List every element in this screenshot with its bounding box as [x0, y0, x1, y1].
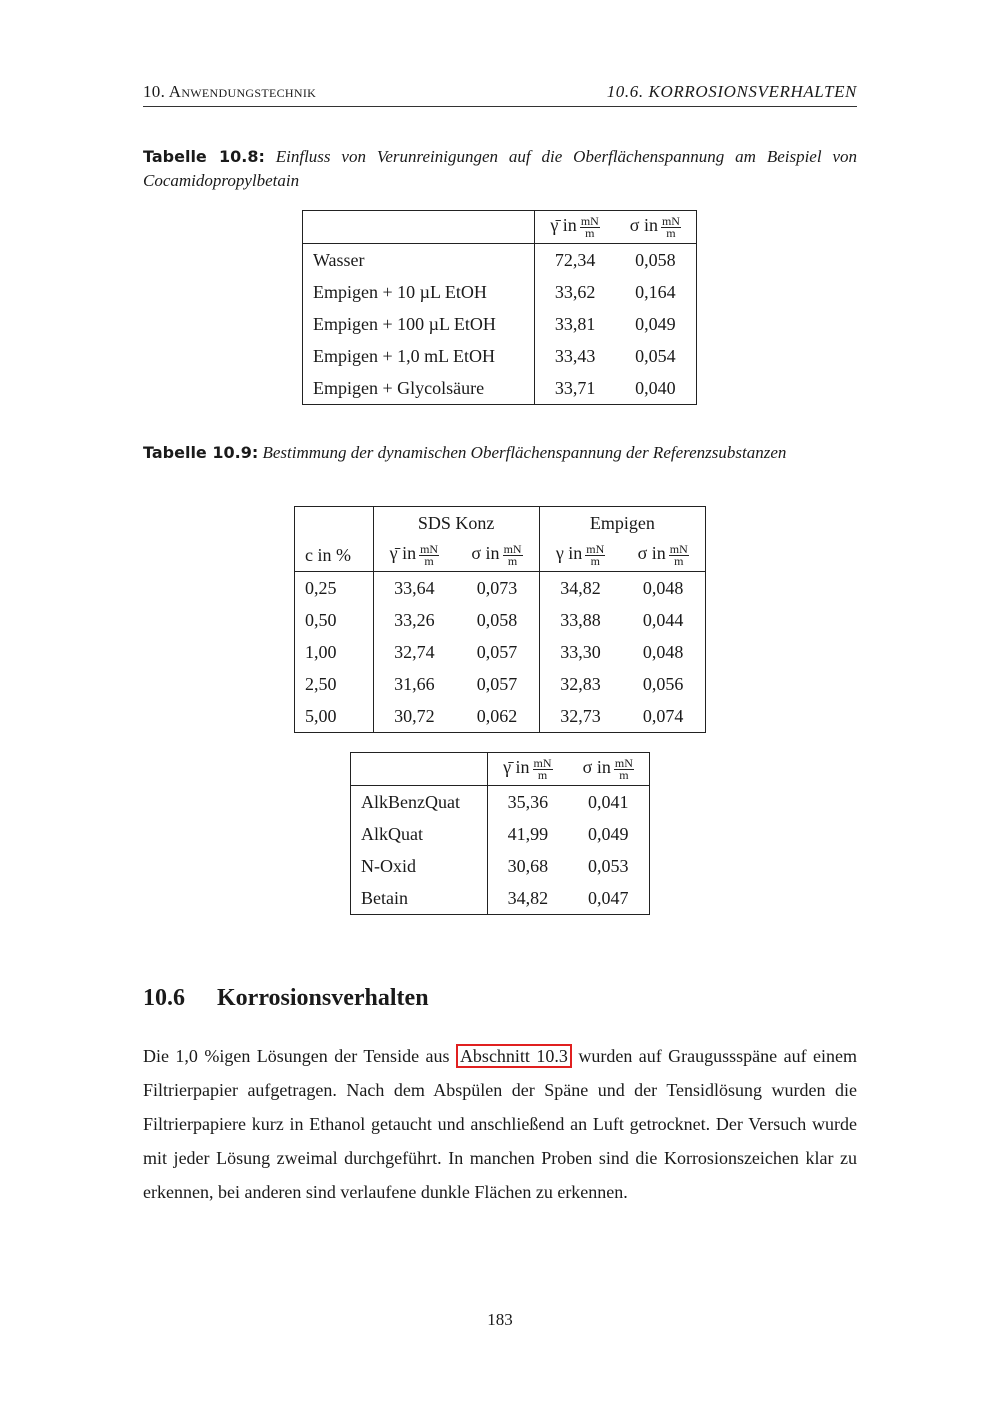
empigen-sigma-value: 0,074 [621, 700, 705, 733]
paragraph-text-start: Die 1,0 %igen Lösungen der Tenside aus [143, 1046, 456, 1066]
empigen-gamma-value: 33,88 [560, 609, 601, 630]
page-number: 183 [487, 1310, 513, 1329]
table1-header-sigma [615, 211, 697, 244]
table1-gamma-symbol: γ̄ in [550, 215, 577, 236]
table2-header-sigma2 [621, 539, 705, 572]
unit-den: m [507, 553, 518, 568]
sigma-symbol: σ in [582, 757, 611, 778]
gamma-value: 33,43 [554, 345, 596, 366]
empigen-gamma-value: 32,73 [539, 700, 621, 733]
empigen-sigma-value: 0,056 [621, 668, 705, 700]
header-section: 10.6. KORROSIONSVERHALTEN [606, 82, 857, 101]
unit-fraction [585, 541, 605, 568]
sigma-value: 0,049 [615, 308, 697, 340]
gamma-symbol: γ̄ in [503, 757, 530, 778]
section-number: 10.6 [143, 985, 185, 1011]
gamma-value: 33,71 [535, 372, 615, 405]
gamma-symbol: γ̄ in [389, 543, 417, 564]
table-row [351, 850, 650, 882]
unit-fraction [533, 755, 553, 782]
unit-num: mN [614, 755, 633, 770]
gamma-value: 30,68 [507, 855, 549, 876]
section-heading [143, 985, 429, 1012]
unit-num: mN [503, 541, 522, 556]
table2-group-empty [295, 507, 374, 540]
sds-sigma-value: 0,062 [455, 700, 539, 733]
table-row [303, 340, 697, 372]
gamma-value: 33,81 [554, 313, 596, 334]
unit-den: m [674, 553, 684, 568]
gamma-value: 72,34 [554, 249, 596, 270]
sigma-value: 0,040 [615, 372, 697, 405]
section-title: Korrosionsverhalten [217, 985, 429, 1011]
empigen-gamma-value: 34,82 [560, 577, 601, 598]
table2-group-empigen: Empigen [539, 507, 705, 540]
table1 [302, 210, 697, 405]
unit-den: m [590, 553, 600, 568]
unit-den: m [424, 553, 434, 568]
empigen-gamma-value: 33,30 [560, 641, 601, 662]
row-label: Empigen + 1,0 mL EtOH [303, 340, 535, 372]
unit-num: mN [420, 541, 439, 556]
table2 [294, 506, 706, 733]
row-label: Betain [351, 882, 488, 915]
table3 [350, 752, 650, 915]
row-label: Empigen + Glycolsäure [303, 372, 535, 405]
table1-caption-text: Einfluss von Verunreinigungen auf die Oberflächenspannung am Beispiel von Cocamidopropylbetain [143, 147, 858, 190]
table2-caption-label: Tabelle 10.9: [143, 443, 259, 462]
table-row [303, 244, 697, 277]
table2-caption [143, 441, 857, 465]
table1-caption [143, 145, 857, 193]
unit-fraction [614, 755, 634, 782]
table1-header-empty [303, 211, 535, 244]
table2-header-c: c in % [295, 539, 374, 572]
unit-fraction [661, 213, 681, 240]
row-label: N-Oxid [351, 850, 488, 882]
gamma-value: 41,99 [507, 823, 549, 844]
table2-group-sds: SDS Konz [373, 507, 539, 540]
row-label: AlkQuat [351, 818, 488, 850]
sds-gamma-value: 32,74 [394, 641, 435, 662]
table-row [351, 882, 650, 915]
unit-num: mN [533, 755, 552, 770]
gamma-value: 33,62 [554, 281, 596, 302]
table-row [303, 276, 697, 308]
table-row [295, 636, 706, 668]
table-row [351, 818, 650, 850]
empigen-sigma-value: 0,044 [621, 604, 705, 636]
gamma-value: 35,36 [507, 791, 549, 812]
section-reference-link[interactable]: Abschnitt 10.3 [456, 1044, 572, 1068]
table2-caption-text: Bestimmung der dynamischen Oberflächenspannung der Referenzsubstanzen [262, 443, 787, 462]
sds-gamma-value: 33,26 [394, 609, 435, 630]
sds-gamma-value: 30,72 [373, 700, 455, 733]
table1-caption-label: Tabelle 10.8: [143, 147, 265, 166]
table2-header-gamma2 [539, 539, 621, 572]
sds-sigma-value: 0,057 [455, 668, 539, 700]
empigen-gamma-value: 32,83 [560, 673, 601, 694]
empigen-sigma-value: 0,048 [621, 636, 705, 668]
unit-fraction [419, 541, 439, 568]
table3-header-gamma [488, 753, 568, 786]
sigma-value: 0,164 [615, 276, 697, 308]
table-row [295, 572, 706, 605]
table-row [295, 668, 706, 700]
running-header [143, 82, 857, 107]
sds-sigma-value: 0,057 [455, 636, 539, 668]
row-label: Empigen + 100 µL EtOH [303, 308, 535, 340]
row-label: Wasser [303, 244, 535, 277]
sigma-value: 0,047 [568, 882, 650, 915]
concentration-value: 2,50 [295, 668, 374, 700]
sigma-value: 0,041 [568, 786, 650, 819]
concentration-value: 0,25 [295, 572, 374, 605]
row-label: Empigen + 10 µL EtOH [303, 276, 535, 308]
row-label: AlkBenzQuat [351, 786, 488, 819]
unit-fraction [580, 213, 600, 240]
unit-num: mN [669, 541, 688, 556]
gamma-symbol: γ in [555, 543, 583, 564]
table2-header-gamma1 [373, 539, 455, 572]
unit-den: m [619, 767, 629, 782]
table2-header-sigma1 [455, 539, 539, 572]
sds-gamma-value: 33,64 [394, 577, 435, 598]
unit-den: m [585, 225, 595, 240]
sds-gamma-value: 31,66 [394, 673, 435, 694]
table1-sigma-symbol: σ in [629, 215, 658, 236]
sds-sigma-value: 0,073 [455, 572, 539, 605]
table3-header-empty [351, 753, 488, 786]
unit-den: m [537, 767, 548, 782]
sigma-symbol: σ in [637, 543, 666, 564]
table1-header-gamma [535, 211, 615, 244]
unit-num: mN [580, 213, 599, 228]
header-chapter: 10. Anwendungstechnik [143, 82, 317, 101]
paragraph-text-end: wurden auf Graugussspäne auf einem Filtrierpapier aufgetragen. Nach dem Abspülen der Späne und der Tensidlösung wurden die Filtrierpapiere kurz in Ethanol getaucht und anschließend an Luft getrocknet. Der Versuch wurde mit jeder Lösung zweimal durchgeführt. In manchen Proben sind die Korrosionszeichen klar zu erkennen, bei anderen sind verlaufene dunkle Flächen zu erkennen. [143, 1046, 858, 1202]
sigma-value: 0,049 [568, 818, 650, 850]
sigma-value: 0,054 [615, 340, 697, 372]
body-paragraph [143, 1039, 857, 1209]
table-row [351, 786, 650, 819]
table-row [295, 700, 706, 733]
sigma-value: 0,058 [615, 244, 697, 277]
sigma-symbol: σ in [471, 543, 500, 564]
concentration-value: 5,00 [295, 700, 374, 733]
unit-num: mN [661, 213, 680, 228]
unit-fraction [669, 541, 689, 568]
sds-sigma-value: 0,058 [455, 604, 539, 636]
table-row [303, 308, 697, 340]
table-row [303, 372, 697, 405]
sigma-value: 0,053 [568, 850, 650, 882]
unit-fraction [503, 541, 523, 568]
gamma-value: 34,82 [488, 882, 568, 915]
table-row [295, 604, 706, 636]
concentration-value: 1,00 [295, 636, 374, 668]
empigen-sigma-value: 0,048 [621, 572, 705, 605]
unit-num: mN [586, 541, 605, 556]
table3-header-sigma [568, 753, 650, 786]
unit-den: m [666, 225, 676, 240]
concentration-value: 0,50 [295, 604, 374, 636]
